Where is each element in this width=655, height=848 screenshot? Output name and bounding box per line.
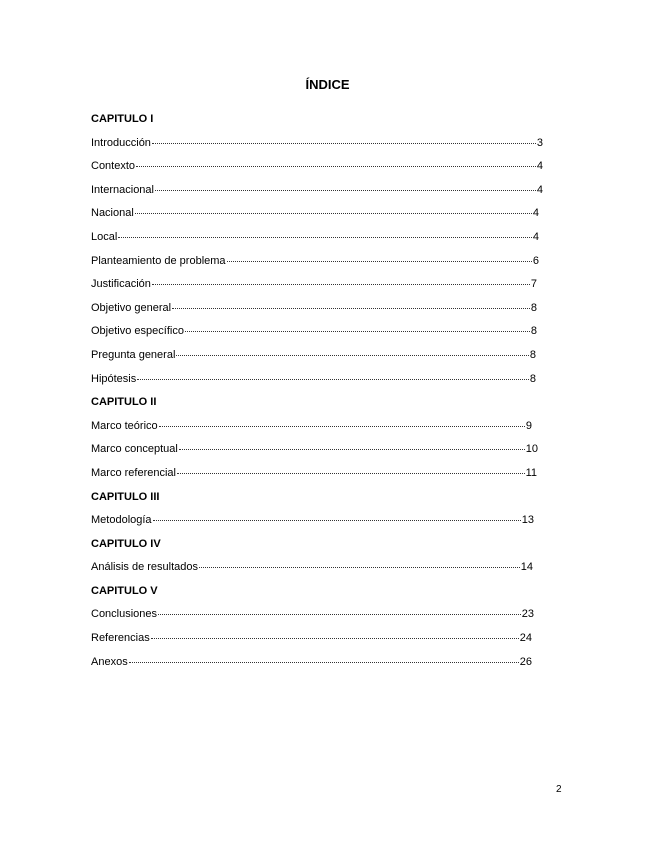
toc-entry-link[interactable] [91, 348, 536, 362]
dot-leader [158, 613, 521, 615]
dot-leader [118, 236, 532, 238]
toc-entry-title: Marco referencial [91, 466, 176, 479]
chapter-heading: CAPITULO II [91, 396, 157, 409]
page-title: ÍNDICE [305, 77, 350, 92]
toc-entry-title: Marco conceptual [91, 443, 178, 456]
dot-leader [159, 425, 525, 427]
toc-entry-title: Planteamiento de problema [91, 254, 226, 267]
dot-leader [179, 448, 525, 450]
toc-entry-page: 14 [520, 561, 533, 574]
toc-entry-row [91, 513, 551, 537]
toc-entry-page: 4 [536, 160, 543, 173]
toc-entry-row [91, 442, 551, 466]
toc-entry-row [91, 348, 551, 372]
toc-chapter-row [91, 112, 551, 136]
chapter-heading: CAPITULO IV [91, 537, 161, 550]
toc-entry-page: 3 [536, 136, 543, 149]
toc-entry-page: 8 [530, 301, 537, 314]
toc-entry-page: 8 [530, 325, 537, 338]
toc-entry-link[interactable] [91, 159, 543, 173]
toc-entry-page: 24 [519, 632, 532, 645]
toc-entry-link[interactable] [91, 442, 538, 456]
toc-entry-page: 4 [532, 230, 539, 243]
toc-entry-link[interactable] [91, 301, 537, 315]
toc-entry-row [91, 230, 551, 254]
toc-entry-link[interactable] [91, 324, 537, 338]
dot-leader [185, 330, 530, 332]
toc-entry-row [91, 254, 551, 278]
toc-entry-row [91, 159, 551, 183]
toc-entry-link[interactable] [91, 560, 533, 574]
toc-entry-title: Anexos [91, 655, 128, 668]
toc-entry-link[interactable] [91, 230, 539, 244]
toc-entry-link[interactable] [91, 254, 539, 268]
toc-entry-page: 13 [521, 514, 534, 527]
dot-leader [176, 354, 528, 356]
dot-leader [136, 165, 536, 167]
toc-entry-page: 4 [536, 183, 543, 196]
toc-entry-row [91, 466, 551, 490]
toc-chapter-row [91, 490, 551, 514]
toc-entry-title: Marco teórico [91, 419, 158, 432]
toc-entry-page: 8 [529, 372, 536, 385]
toc-entry-page: 7 [530, 278, 537, 291]
toc-entry-row [91, 301, 551, 325]
table-of-contents [91, 112, 551, 678]
toc-entry-row [91, 183, 551, 207]
dot-leader [155, 189, 536, 191]
toc-entry-link[interactable] [91, 419, 532, 433]
toc-entry-link[interactable] [91, 206, 539, 220]
toc-entry-link[interactable] [91, 466, 537, 480]
toc-entry-row [91, 136, 551, 160]
dot-leader [135, 212, 532, 214]
toc-entry-title: Introducción [91, 136, 151, 149]
toc-entry-link[interactable] [91, 372, 536, 386]
toc-entry-title: Justificación [91, 278, 151, 291]
toc-entry-row [91, 324, 551, 348]
toc-entry-row [91, 206, 551, 230]
toc-entry-title: Hipótesis [91, 372, 137, 385]
toc-entry-link[interactable] [91, 136, 543, 150]
dot-leader [199, 566, 520, 568]
dot-leader [177, 472, 525, 474]
dot-leader [152, 142, 536, 144]
toc-entry-link[interactable] [91, 655, 532, 669]
toc-entry-link[interactable] [91, 183, 543, 197]
toc-entry-row [91, 277, 551, 301]
toc-entry-page: 9 [525, 419, 532, 432]
toc-entry-title: Internacional [91, 183, 154, 196]
toc-entry-row [91, 655, 551, 679]
toc-entry-link[interactable] [91, 607, 534, 621]
toc-entry-title: Objetivo específico [91, 325, 184, 338]
dot-leader [227, 260, 532, 262]
toc-entry-row [91, 560, 551, 584]
toc-entry-title: Referencias [91, 632, 150, 645]
toc-entry-page: 10 [525, 443, 538, 456]
toc-entry-row [91, 419, 551, 443]
chapter-heading: CAPITULO I [91, 113, 154, 125]
dot-leader [137, 378, 529, 380]
toc-entry-title: Pregunta general [91, 348, 176, 361]
toc-entry-page: 26 [519, 655, 532, 668]
toc-entry-link[interactable] [91, 631, 532, 645]
toc-entry-title: Local [91, 230, 118, 243]
toc-entry-page: 23 [521, 608, 534, 621]
toc-entry-row [91, 631, 551, 655]
toc-chapter-row [91, 537, 551, 561]
toc-entry-row [91, 607, 551, 631]
toc-entry-title: Conclusiones [91, 608, 158, 621]
toc-entry-title: Análisis de resultados [91, 561, 199, 574]
chapter-heading: CAPITULO V [91, 584, 158, 597]
toc-entry-title: Objetivo general [91, 301, 172, 314]
page-number: 2 [556, 784, 562, 795]
toc-entry-title: Metodología [91, 514, 152, 527]
chapter-heading: CAPITULO III [91, 490, 160, 503]
toc-chapter-row [91, 395, 551, 419]
toc-entry-page: 8 [529, 348, 536, 361]
toc-entry-title: Contexto [91, 160, 136, 173]
toc-entry-page: 6 [532, 254, 539, 267]
toc-entry-title: Nacional [91, 207, 134, 220]
dot-leader [151, 637, 519, 639]
toc-entry-page: 11 [525, 466, 537, 479]
dot-leader [152, 283, 530, 285]
toc-entry-link[interactable] [91, 277, 537, 291]
dot-leader [129, 661, 519, 663]
toc-entry-link[interactable] [91, 513, 534, 527]
dot-leader [172, 307, 530, 309]
toc-entry-row [91, 372, 551, 396]
toc-chapter-row [91, 584, 551, 608]
dot-leader [153, 519, 521, 521]
toc-entry-page: 4 [532, 207, 539, 220]
